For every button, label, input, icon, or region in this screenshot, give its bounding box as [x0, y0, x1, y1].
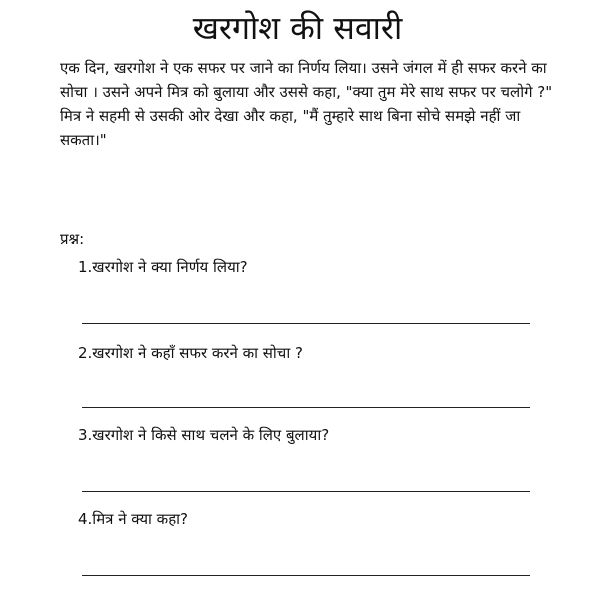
- question-2: 2.खरगोश ने कहाँ सफर करने का सोचा ?: [78, 344, 303, 362]
- answer-line-4[interactable]: [82, 575, 530, 576]
- question-3: 3.खरगोश ने किसे साथ चलने के लिए बुलाया?: [78, 426, 330, 444]
- story-paragraph: एक दिन, खरगोश ने एक सफर पर जाने का निर्णय लिया। उसने जंगल में ही सफर करने का सोचा । उसने अपने मित्र को बुलाया और उससे कहा, "क्या तुम मेरे साथ सफर पर चलोगे ?" मित्र ने सहमी से उसकी ओर देखा और कहा, "मैं तुम्हारे साथ बिना सोचे समझे नहीं जा सकता।": [60, 59, 553, 149]
- question-1: 1.खरगोश ने क्या निर्णय लिया?: [78, 258, 248, 276]
- answer-line-1[interactable]: [82, 323, 530, 324]
- worksheet-title: खरगोश की सवारी: [192, 9, 403, 47]
- answer-line-3[interactable]: [82, 491, 530, 492]
- answer-line-2[interactable]: [82, 407, 530, 408]
- question-4: 4.मित्र ने क्या कहा?: [78, 510, 189, 528]
- questions-label: प्रश्न:: [60, 230, 85, 248]
